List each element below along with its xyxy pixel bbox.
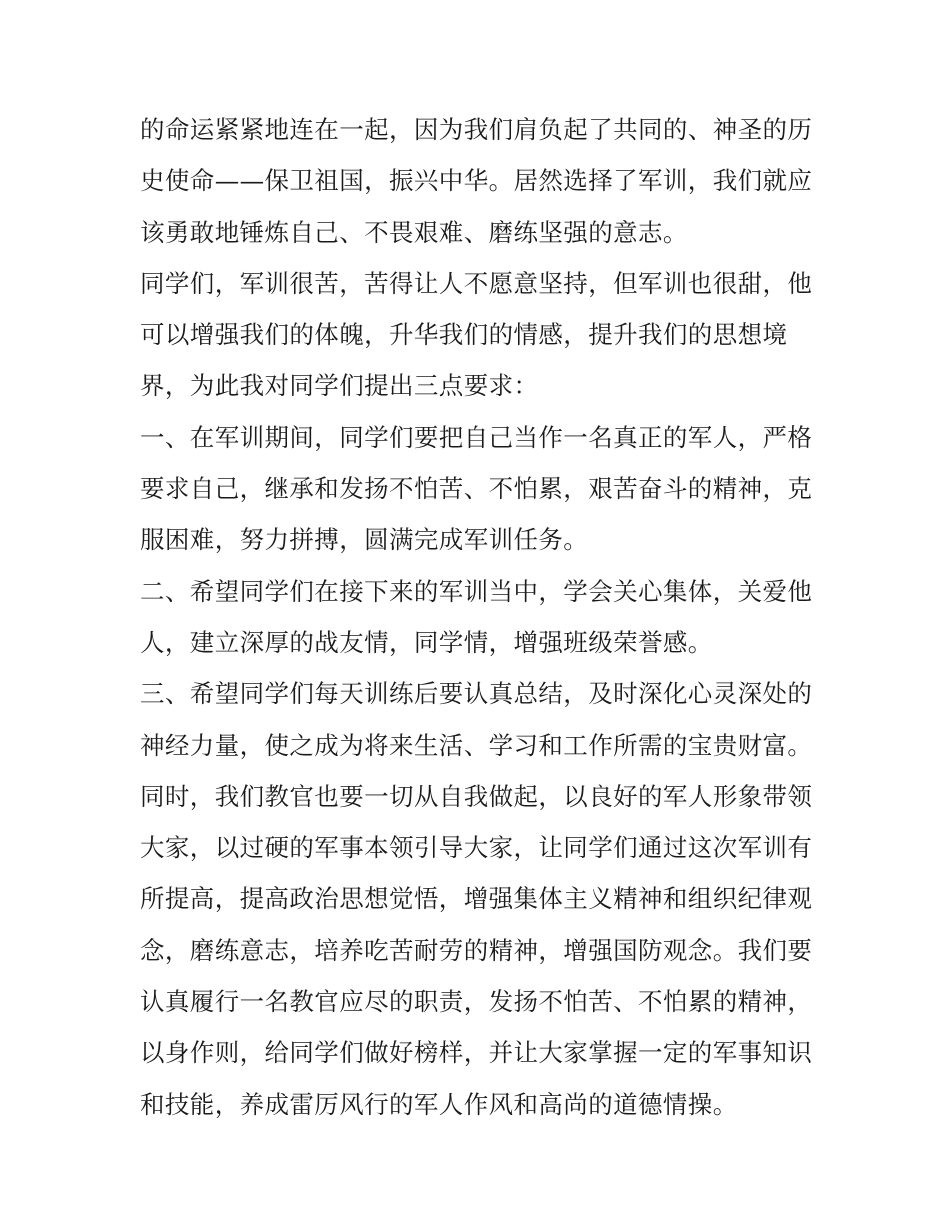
text-line: 念，磨练意志，培养吃苦耐劳的精神，增强国防观念。我们要: [140, 935, 813, 965]
text-line: 所提高，提高政治思想觉悟，增强集体主义精神和组织纪律观: [140, 884, 813, 914]
text-line: 界，为此我对同学们提出三点要求：: [140, 371, 539, 401]
text-line: 服困难，努力拼搏，圆满完成军训任务。: [140, 525, 589, 555]
text-line: 同时，我们教官也要一切从自我做起，以良好的军人形象带领: [140, 781, 813, 811]
text-line: 二、希望同学们在接下来的军训当中，学会关心集体，关爱他: [140, 576, 813, 606]
text-line: 认真履行一名教官应尽的职责，发扬不怕苦、不怕累的精神，: [140, 987, 813, 1017]
text-line: 神经力量，使之成为将来生活、学习和工作所需的宝贵财富。: [140, 730, 813, 760]
text-line: 可以增强我们的体魄，升华我们的情感，提升我们的思想境: [140, 320, 788, 350]
text-line: 同学们，军训很苦，苦得让人不愿意坚持，但军训也很甜，他: [140, 268, 813, 298]
text-line: 一、在军训期间，同学们要把自己当作一名真正的军人，严格: [140, 422, 813, 452]
text-line: 以身作则，给同学们做好榜样，并让大家掌握一定的军事知识: [140, 1038, 813, 1068]
text-line: 该勇敢地锤炼自己、不畏艰难、磨练坚强的意志。: [140, 217, 688, 247]
document-body: [140, 104, 820, 1130]
text-line: 和技能，养成雷厉风行的军人作风和高尚的道德情操。: [140, 1089, 738, 1119]
text-line: 三、希望同学们每天训练后要认真总结，及时深化心灵深处的: [140, 679, 813, 709]
text-line: 人，建立深厚的战友情，同学情，增强班级荣誉感。: [140, 627, 713, 657]
text-line: 史使命——保卫祖国，振兴中华。居然选择了军训，我们就应: [140, 166, 813, 196]
text-line: 要求自己，继承和发扬不怕苦、不怕累，艰苦奋斗的精神，克: [140, 474, 813, 504]
text-line: 大家，以过硬的军事本领引导大家，让同学们通过这次军训有: [140, 833, 813, 863]
text-line: 的命运紧紧地连在一起，因为我们肩负起了共同的、神圣的历: [140, 115, 813, 144]
